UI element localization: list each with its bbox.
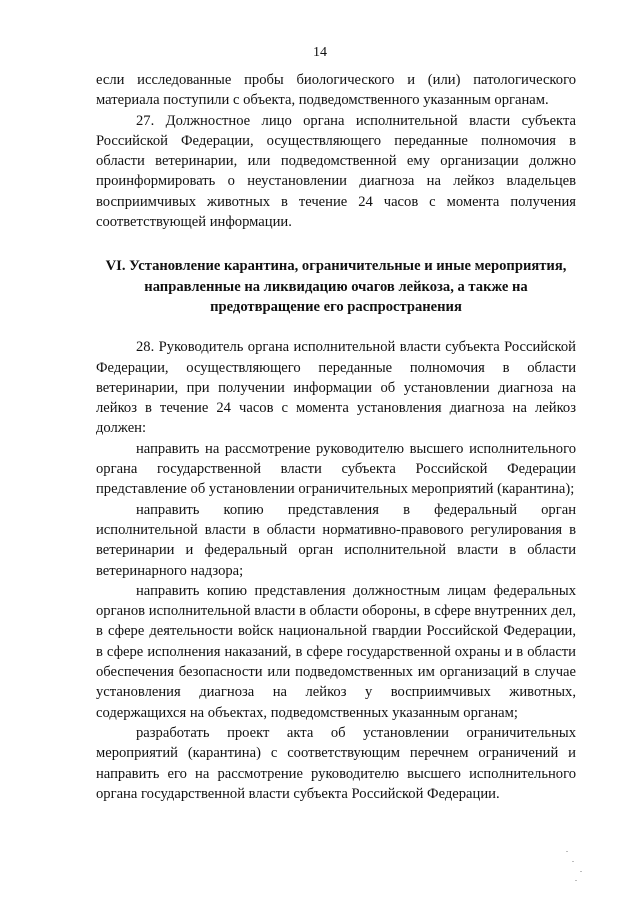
list-item-draft-act: разработать проект акта об установлении ограничительных мероприятий (карантина) с соответствующим перечнем ограничений и направить его на рассмотрение руководителю высшего исполнительного органа государственной власти субъекта Российской Федерации. [96, 724, 576, 802]
scan-speckle [580, 871, 582, 872]
page-number: 14 [313, 45, 327, 60]
document-body [96, 70, 576, 804]
scan-speckle [575, 880, 577, 881]
scan-speckle [572, 861, 574, 862]
list-item-submit-representation: направить на рассмотрение руководителю высшего исполнительного органа государственной власти субъекта Российской Федерации представление об установлении ограничительных мероприятий (карантина); [96, 440, 576, 498]
section-heading: VI. Установление карантина, ограничительные и иные мероприятия, направленные на ликвидацию очагов лейкоза, а также на предотвращение его распространения [105, 258, 567, 315]
list-item-send-copy-officials: направить копию представления должностным лицам федеральных органов исполнительной власти в области обороны, в сфере внутренних дел, в сфере деятельности войск национальной гвардии Российской Федерации, в сфере исполнения наказаний, в сфере государственной охраны и в области обеспечения безопасности или подведомственных им организаций в случае установления диагноза на лейкоз у восприимчивых животных, содержащихся на объектах, подведомственных указанным органам; [96, 582, 576, 721]
scan-speckle [566, 851, 568, 852]
list-item-send-copy-federal: направить копию представления в федеральный орган исполнительной власти в области нормативно-правового регулирования в ветеринарии и федеральный орган исполнительной власти в области ветеринарного надзора; [96, 501, 576, 579]
paragraph-28: 28. Руководитель органа исполнительной власти субъекта Российской Федерации, осуществляющего переданные полномочия в области ветеринарии, при получении информации об установлении диагноза на лейкоз в течение 24 часов с момента установления диагноза на лейкоз должен: [96, 339, 576, 437]
paragraph-27: 27. Должностное лицо органа исполнительной власти субъекта Российской Федерации, осуществляющего переданные полномочия в области ветеринарии, или подведомственной ему организации должно проинформировать о неустановлении диагноза на лейкоз владельцев восприимчивых животных в течение 24 часов с момента получения соответствующей информации. [96, 112, 576, 231]
paragraph-continuation: если исследованные пробы биологического и (или) патологического материала поступили с объекта, подведомственного указанным органам. [96, 72, 576, 109]
